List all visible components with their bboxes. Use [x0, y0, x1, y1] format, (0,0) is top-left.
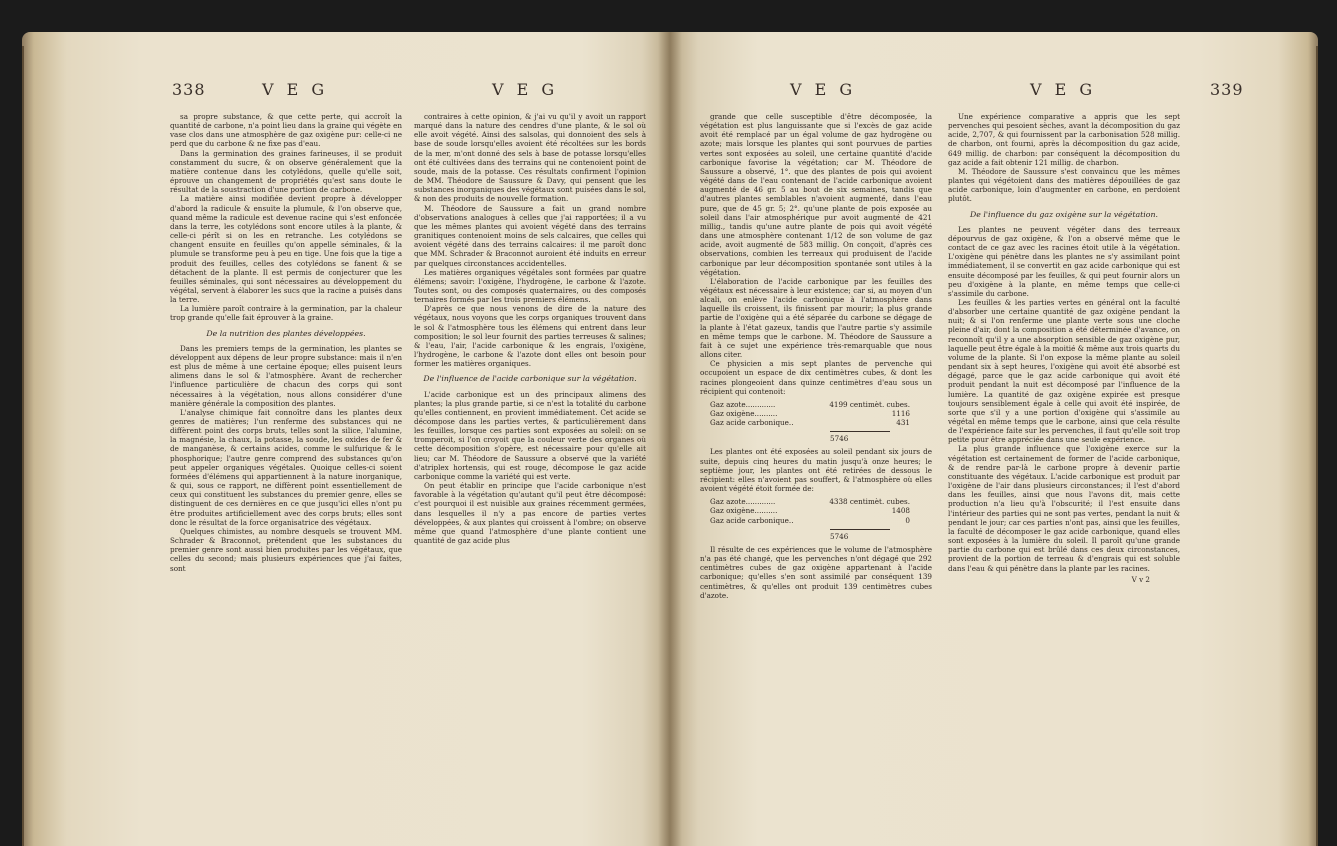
- gas-label: Gaz azote.............: [710, 399, 776, 409]
- paragraph: Une expérience comparative a appris que les sept pervenches qui pesoient sèches, avant la décomposition du gaz acide, 2,707, & qui fournissent par la carbonisation 528 millig. de charbon, ont fourni, après la décomposition du gaz acide, 649 millig. de charbon: par conséquent la décomposition du gaz acide a fait obtenir 121 millig. de charbon.: [948, 112, 1180, 167]
- gas-table-after: [710, 497, 932, 524]
- gas-label: Gaz oxigène..........: [710, 409, 778, 418]
- gas-value: 4199 centimèt. cubes.: [829, 399, 910, 409]
- left-running-head-2: V E G: [492, 80, 559, 99]
- col3-paragraphs: [700, 112, 932, 396]
- gas-value: 1116: [891, 409, 910, 418]
- paragraph: L'élaboration de l'acide carbonique par les feuilles des végétaux est nécessaire à leur existence; car si, au moyen d'un alcali, on enlève l'acide carbonique à l'atmosphère dans laquelle ils croissent, ils finissent par mourir; la plus grande partie de l'oxigène qui a été séparée du carbone se dégage de la plante à l'état gazeux, tandis que l'autre partie s'y assimile en même temps que le carbone. M. Théodore de Saussure a fait à ce sujet une expérience très-remarquable que nous allons citer.: [700, 276, 932, 360]
- col4b-paragraphs: [948, 225, 1180, 573]
- section-heading-oxigene: De l'influence du gaz oxigène sur la végétation.: [970, 209, 1158, 219]
- section-heading-nutrition: De la nutrition des plantes développées.: [206, 328, 366, 338]
- paragraph: Les feuilles & les parties vertes en général ont la faculté d'absorber une certaine quantité de gaz oxigène pendant la nuit; & si l'on renferme une plante verte sous une cloche pleine d'air, dont la composition a été déterminée d'avance, on reconnoît qu'il y a une absorption sensible de gaz oxigène pur, laquelle peut être égale à la moitié & même aux trois quarts du volume de la plante. Si l'on expose la même plante au soleil pendant six à sept heures, l'oxigène qui avoit été absorbé est dégagé, parce que le gaz acide carbonique qui avoit été produit pendant la nuit est décomposé par l'influence de la lumière. La quantité de gaz oxigène expirée est presque toujours sensiblement égale à celle qui avoit été inspirée, de sorte que s'il y a une portion d'oxigène qui s'assimile au végétal en même temps que le carbone, ainsi que cela résulte de l'expérience faite sur les pervenches, il faut qu'elle soit trop petite pour être appréciée dans une seule expérience.: [948, 297, 1180, 445]
- gas-value: 431: [896, 418, 910, 428]
- paragraph: Les plantes ne peuvent végéter dans des terreaux dépourvus de gaz oxigène, & l'on a observé même que le contact de ce gaz avec les racines étoit utile à la végétation. L'oxigène qui pénètre dans les plantes ne s'y assimilant point immédiatement, il se convertit en gaz acide carbonique qui est ensuite décomposé par les feuilles, & qui peut fournir alors un peu d'oxigène à la plante, en même temps que celle-ci s'assimile du carbone.: [948, 224, 1180, 298]
- table-row: [710, 506, 910, 515]
- gas-table-before-sum: 5746: [830, 431, 890, 443]
- paragraph: Dans la germination des graines farineuses, il se produit constamment du sucre, & on observe généralement que la matière contenue dans les cotylédons, quelle qu'elle soit, éprouve un changement de propriétés qu'est sans doute le résultat de la soustraction d'une portion de carbone.: [170, 148, 402, 195]
- col1b-paragraphs: [170, 344, 402, 573]
- table-row: [710, 409, 910, 418]
- table-row: [710, 516, 910, 525]
- col1-paragraphs: [170, 112, 402, 323]
- right-page-edge: [1316, 46, 1318, 846]
- col2b-paragraphs: [414, 390, 646, 546]
- col3b-paragraphs: [700, 447, 932, 493]
- section-heading-acide: De l'influence de l'acide carbonique sur la végétation.: [423, 374, 637, 384]
- gas-value: 0: [905, 515, 910, 525]
- gas-table-after-sum: 5746: [830, 529, 890, 541]
- paragraph: La matière ainsi modifiée devient propre à développer d'abord la radicule & ensuite la plumule, & l'on observe que, quand même la radicule est devenue racine qui s'est enfoncée dans la terre, les cotylédons sont encore utiles à la plante, & celle-ci pérît si on les en retranche. Les cotylédons se changent ensuite en feuilles qu'on appelle séminales, & la plumule se transforme peu à peu en tige. Une fois que la tige a produit des feuilles, celles des cotylédons se fanent & se détachent de la plante. Il est permis de conjecturer que les feuilles séminales, qui sont nécessaires au développement du végétal, servent à élaborer les sucs que la racine a puisés dans la terre.: [170, 194, 402, 305]
- right-running-head-2: V E G: [1030, 80, 1097, 99]
- open-book: [22, 22, 1318, 846]
- gas-value: 1408: [891, 506, 910, 516]
- gas-label: Gaz oxigène..........: [710, 506, 778, 516]
- paragraph: D'après ce que nous venons de dire de la nature des végétaux, nous voyons que les corps organiques trouvent dans le sol & l'atmosphère tous les élémens qui entrent dans leur composition; le sol leur fournit des parties terreuses & salines; & l'eau, l'air, l'acide carbonique & les engrais, l'oxigène, l'hydrogène, le carbone & l'azote dont elles ont besoin pour former les matières organiques.: [414, 304, 646, 369]
- gas-label: Gaz acide carbonique..: [710, 418, 794, 428]
- paragraph: Les plantes ont été exposées au soleil pendant six jours de suite, depuis cinq heures du matin jusqu'à onze heures; le septième jour, les plantes ont été retirées de dessous le récipient: elles n'avoient pas souffert, & l'atmosphère où elles avoient végété étoit formée de:: [700, 447, 932, 494]
- paragraph: L'acide carbonique est un des principaux alimens des plantes; la plus grande partie, si ce n'est la totalité du carbone qu'elles contiennent, en provient immédiatement. Cet acide se décompose dans les parties vertes, & particulièrement dans les feuilles, lorsque ces parties sont exposées au soleil: on se tromperoit, si l'on croyoit que la couleur verte des organes où cette décomposition s'opère, est nécessaire pour qu'elle ait lieu; car M. Théodore de Saussure a observé que la variété d'atriplex hortensis, qui est rouge, décompose le gaz acide carbonique comme la variété qui est verte.: [414, 389, 646, 481]
- paragraph: La plus grande influence que l'oxigène exerce sur la végétation est certainement de former de l'acide carbonique, & de rendre par-là le carbone propre à devenir partie constituante des végétaux. L'acide carbonique est produit par l'oxigène de l'air dans plusieurs circonstances; il l'est d'abord dans les feuilles, ainsi que nous l'avons dit, mais cette production n'a lieu qu'à l'obscurité; il l'est ensuite dans l'intérieur des parties qui ne sont pas vertes, pendant la nuit & pendant le jour; car ces parties n'ont pas, ainsi que les feuilles, la faculté de décomposer le gaz acide carbonique, quand elles sont exposées à la lumière du soleil. Il paroît qu'une grande partie du carbone qui est brûlé dans ces deux circonstances, provient de la portion de terreau & d'engrais qui est soluble dans l'eau & qui pénètre dans la plante par les racines.: [948, 444, 1180, 573]
- paragraph: Il résulte de ces expériences que le volume de l'atmosphère n'a pas été changé, que les pervenches n'ont dégagé que 292 centimètres cubes de gaz oxigène appartenant à l'acide carbonique; qu'elles s'en sont assimilé par conséquent 139 centimètres, & qu'elles ont produit 139 centimètres cubes d'azote.: [700, 544, 932, 600]
- paragraph: La lumière paroît contraire à la germination, par la chaleur trop grande qu'elle fait éprouver à la graine.: [170, 304, 402, 323]
- paragraph: Quelques chimistes, au nombre desquels se trouvent MM. Schrader & Braconnot, prétendent que les substances du premier genre sont aussi bien produites par les végétaux, que celles du second; mais plusieurs expériences que j'ai faites, sont: [170, 526, 402, 573]
- paragraph: sa propre substance, & que cette perte, qui accroît la quantité de carbone, n'a point lieu dans la graine qui végète en vase clos dans une atmosphère de gaz oxigène pur: celle-ci ne perd que du carbone & ne fixe pas d'eau.: [170, 112, 402, 149]
- paragraph: On peut établir en principe que l'acide carbonique n'est favorable à la végétation qu'autant qu'il peut être décomposé: c'est pourquoi il est nuisible aux graines récemment germées, dans lesquelles il n'y a pas encore de parties vertes développées, & aux plantes qui croissent à l'ombre; on observe même que quand l'atmosphère d'une plante contient une quantité de gaz acide plus: [414, 481, 646, 546]
- paragraph: contraires à cette opinion, & j'ai vu qu'il y avoit un rapport marqué dans la nature des cendres d'une plante, & le sol où elle avoit végété. Ainsi des salsolas, qui donnoient des sels à base de soude lorsqu'elles avoient été récoltées sur les bords de la mer, m'ont donné des sels à base de potasse lorsqu'elles ont été cultivées dans des terrains qui ne contenoient point de soude, mais de la potasse. Ces résultats confirment l'opinion de MM. Théodore de Saussure & Davy, qui pensent que les substances inorganiques des végétaux sont puisées dans le sol, & non des produits de nouvelle formation.: [414, 112, 646, 204]
- left-page: [22, 32, 670, 846]
- paragraph: M. Théodore de Saussure s'est convaincu que les mêmes plantes qui végétoient dans des matières dépouillées de gaz acide carbonique, loin d'augmenter en carbone, en perdoient plutôt.: [948, 166, 1180, 204]
- paragraph: Dans les premiers temps de la germination, les plantes se développent aux dépens de leur propre substance: mais il n'en est plus de même à une certaine époque; elles puisent leurs alimens dans le sol & l'atmosphère. Avant de rechercher l'influence particulière de chacun des corps qui sont nécessaires à la végétation, nous allons considérer d'une manière générale la composition des plantes.: [170, 343, 402, 408]
- table-row: [710, 497, 910, 506]
- paragraph: Les matières organiques végétales sont formées par quatre élémens; savoir: l'oxigène, l'hydrogène, le carbone & l'azote. Toutes sont, ou des composés quaternaires, ou des composés ternaires formés par les trois premiers élémens.: [414, 267, 646, 305]
- gas-label: Gaz azote.............: [710, 497, 776, 507]
- col4-paragraphs: [948, 112, 1180, 204]
- paragraph: grande que celle susceptible d'être décomposée, la végétation est plus languissante que si l'excès de gaz acide avoit été remplacé par un égal volume de gaz hydrogène ou azote; mais lorsque les plantes qui sont pourvues de parties vertes sont exposées au soleil, une certaine quantité d'acide carbonique favorise la végétation; car M. Théodore de Saussure a observé, 1°. que des plantes de pois qui avoient végété dans de l'eau contenant de l'acide carbonique avoient augmenté de 46 gr. 5 au bout de six semaines, tandis que d'autres plantes semblables n'avoient augmenté, dans l'eau pure, que de 45 gr. 5; 2°. qu'une plante de pois exposée au soleil dans l'air atmosphérique pur avoit augmenté de 421 millig., tandis qu'une autre plante de pois qui avoit végété dans une atmosphère contenant 1/12 de son volume de gaz acide, avoit augmenté de 583 millig. On conçoit, d'après ces observations, combien les terreaux qui produisent de l'acide carbonique par leur décomposition spontanée sont utiles à la végétation.: [700, 112, 932, 277]
- right-page: [670, 32, 1318, 846]
- left-column-1: [170, 112, 402, 573]
- left-column-2: [414, 112, 646, 545]
- right-page-number: 339: [1210, 80, 1244, 99]
- table-row: [710, 400, 910, 409]
- book-gutter: [658, 32, 682, 846]
- signature-mark: V v 2: [1131, 574, 1150, 584]
- paragraph: M. Théodore de Saussure a fait un grand nombre d'observations analogues à celles que j'ai rapportées; il a vu que les mêmes plantes qui avoient végété dans des terrains granitiques contenoient moins de sels calcaires, que celles qui avoient végété dans des terrains calcaires: il me paroît donc que MM. Schrader & Braconnot auroient été induits en erreur par quelques circonstances accidentelles.: [414, 203, 646, 268]
- paragraph: Ce physicien a mis sept plantes de pervenche qui occupoient un espace de dix centimètres cubes, & dont les racines plongeoient dans quinze centimètres d'eau sous un récipient qui contenoit:: [700, 359, 932, 396]
- left-page-edge: [22, 46, 24, 846]
- right-running-head-1: V E G: [790, 80, 857, 99]
- gas-table-before: [710, 400, 932, 427]
- col3c-paragraphs: [700, 545, 932, 600]
- gas-label: Gaz acide carbonique..: [710, 515, 794, 525]
- gas-value: 4338 centimèt. cubes.: [829, 497, 910, 507]
- left-running-head-1: V E G: [262, 80, 329, 99]
- col2-paragraphs: [414, 112, 646, 368]
- right-column-2: [948, 112, 1180, 584]
- right-column-1: [700, 112, 932, 600]
- left-page-number: 338: [172, 80, 206, 99]
- table-row: [710, 418, 910, 427]
- paragraph: L'analyse chimique fait connoître dans les plantes deux genres de matières; l'un renferme des substances qui ne diffèrent point des corps bruts, telles sont la silice, l'alumine, la magnésie, la chaux, la potasse, la soude, les oxides de fer & de manganèse, & certains acides, comme le sulfurique & le phosphorique; l'autre genre comprend des substances qu'on peut appeler organiques végétales. Quoique celles-ci soient formées d'élémens qui appartiennent à la nature inorganique, & qui, sous ce rapport, ne diffèrent point essentiellement de ceux qui constituent les substances du premier genre, elles se distinguent de ces dernières en ce que jusqu'ici elles n'ont pu être produites artificiellement avec des corps bruts; elles sont donc le résultat de la force organisatrice des végétaux.: [170, 407, 402, 527]
